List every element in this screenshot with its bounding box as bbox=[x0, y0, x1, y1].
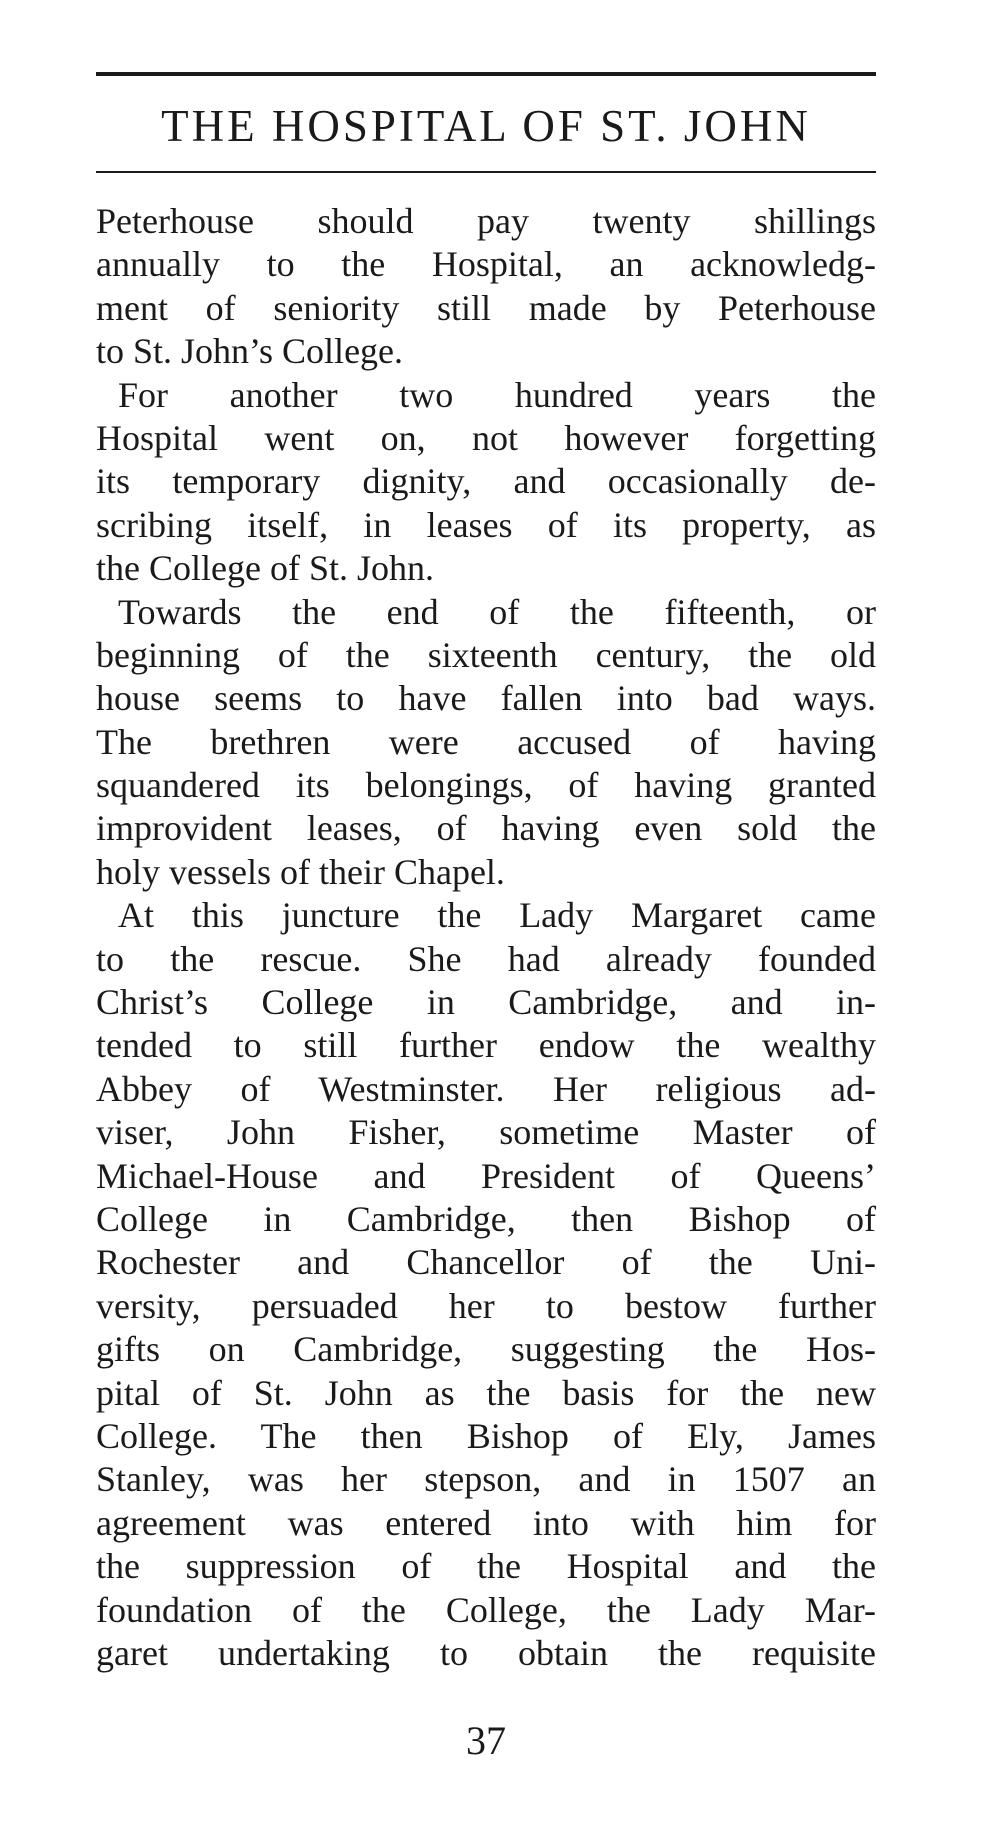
text-line: beginning of the sixteenth century, the old bbox=[96, 634, 876, 675]
text-line: pital of St. John as the basis for the new bbox=[96, 1372, 876, 1413]
text-line: Hospital went on, not however forgetting bbox=[96, 417, 876, 458]
text-line: At this juncture the Lady Margaret came bbox=[118, 895, 876, 936]
text-line: to the rescue. She had already founded bbox=[96, 938, 876, 979]
text-line: Stanley, was her stepson, and in 1507 an bbox=[96, 1459, 876, 1500]
text-line: Abbey of Westminster. Her religious ad- bbox=[96, 1068, 876, 1109]
text-line: the suppression of the Hospital and the bbox=[96, 1546, 876, 1587]
page-number: 37 bbox=[466, 1718, 506, 1763]
text-line: improvident leases, of having even sold the bbox=[96, 808, 876, 849]
body-text bbox=[96, 200, 876, 1675]
text-line: For another two hundred years the bbox=[118, 374, 876, 415]
text-line: foundation of the College, the Lady Mar- bbox=[96, 1589, 876, 1630]
text-line: tended to still further endow the wealthy bbox=[96, 1025, 876, 1066]
header-rule-bottom bbox=[96, 171, 876, 173]
text-line: to St. John’s College. bbox=[96, 331, 404, 372]
text-line: Peterhouse should pay twenty shillings bbox=[96, 201, 876, 241]
text-line: agreement was entered into with him for bbox=[96, 1502, 876, 1543]
text-line: the College of St. John. bbox=[96, 548, 434, 589]
text-line: squandered its belongings, of having granted bbox=[96, 765, 876, 806]
text-line: house seems to have fallen into bad ways. bbox=[96, 678, 876, 719]
text-line: gifts on Cambridge, suggesting the Hos- bbox=[96, 1329, 876, 1370]
text-line: versity, persuaded her to bestow further bbox=[96, 1285, 876, 1326]
header-rule-top bbox=[96, 72, 876, 76]
text-line: Towards the end of the fifteenth, or bbox=[118, 591, 876, 632]
text-line: annually to the Hospital, an acknowledg- bbox=[96, 244, 876, 285]
text-line: Christ’s College in Cambridge, and in- bbox=[96, 982, 876, 1023]
text-line: holy vessels of their Chapel. bbox=[96, 851, 505, 892]
text-line: viser, John Fisher, sometime Master of bbox=[96, 1112, 876, 1153]
text-line: Michael-House and President of Queens’ bbox=[96, 1155, 876, 1196]
text-line: Rochester and Chancellor of the Uni- bbox=[96, 1242, 876, 1283]
text-line: its temporary dignity, and occasionally de- bbox=[96, 461, 876, 502]
text-line: The brethren were accused of having bbox=[96, 721, 876, 762]
text-line: College. The then Bishop of Ely, James bbox=[96, 1415, 876, 1456]
text-line: scribing itself, in leases of its property, as bbox=[96, 504, 876, 545]
text-line: ment of seniority still made by Peterhouse bbox=[96, 287, 876, 328]
text-line: College in Cambridge, then Bishop of bbox=[96, 1198, 876, 1239]
running-head: THE HOSPITAL OF ST. JOHN bbox=[161, 101, 811, 151]
text-line: garet undertaking to obtain the requisite bbox=[96, 1632, 876, 1673]
